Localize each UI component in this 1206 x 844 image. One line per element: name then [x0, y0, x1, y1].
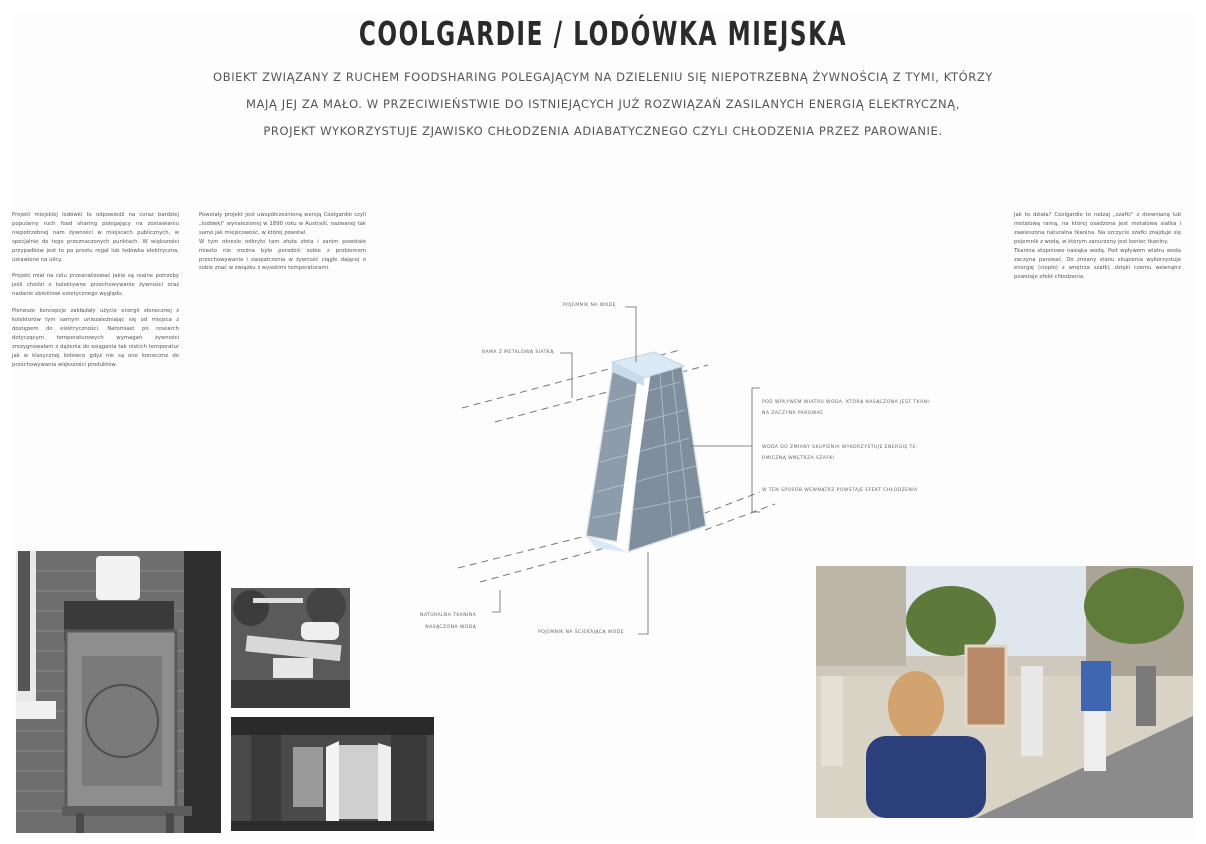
label-evaporation-2 [762, 442, 918, 464]
label-evaporation-1 [762, 397, 931, 419]
page-title: COOLGARDIE / LODÓWKA MIEJSKA [358, 14, 848, 53]
label-line: NASĄCZONA WODĄ [425, 625, 477, 630]
paragraph: Tkanina stopniowo nasiąka wodą. Pod wpływem wiatru woda zaczyna parować. Do zmiany stanu skupienia wykorzystuje energię (ciepło) z wnętrza szafki, dzięki czemu wewnątrz powstaje efekt chłodzenia. [1014, 247, 1181, 281]
label-line: RMICZNĄ WNĘTRZA SZAFKI [762, 456, 835, 461]
lead-line: PROJEKT WYKORZYSTUJE ZJAWISKO CHŁODZENIA ADIABATYCZNEGO CZYLI CHŁODZENIA PRZEZ PAROWANIE. [263, 124, 943, 138]
lead-line: OBIEKT ZWIĄZANY Z RUCHEM FOODSHARING POLEGAJĄCYM NA DZIELENIU SIĘ NIEPOTRZEBNĄ ŻYWNOŚCIĄ Z TYMI, KTÓRZY [213, 70, 993, 84]
paragraph: Powstały projekt jest uwspółcześnioną wersją Coolgardie czyli „lodówki” wynalezionej w 1890 roku w Australii, nazwanej tak samo jak miejscowość, w której powstał. [199, 212, 366, 236]
label-fabric [420, 610, 476, 634]
paragraph: Jak to działa? Coolgardie to rodzaj „szafki” z drewnianą lub metalową ramą, na której osadzona jest metalowa siatka i zawieszona naturalna tkanina. Na szczycie szafki znajduje się pojemnik z wodą, w którym zanurzony jest koniec tkaniny. [1014, 212, 1181, 245]
text-column-left [12, 211, 179, 378]
label-line: WODA DO ZMIANY SKUPIENIA WYKORZYSTUJE ENERGIĘ TE- [762, 445, 919, 450]
paragraph: Projekt miał na celu przeanalizować jakie są realne potrzeby jeśli chodzi o kolektywne przechowywanie żywności oraz nadanie obiektowi estetycznego wyglądu. [12, 273, 179, 298]
text-column-middle [199, 211, 366, 281]
label-line: NA ZACZYNA PAROWAĆ [762, 411, 824, 416]
label-water-container: POJEMNIK NA WODĘ [563, 303, 616, 308]
paragraph: Pierwsze koncepcje zakładały użycie energii słonecznej z kolektorów tym samym uniezależniając się od miejsca z dostępem do elektryczności. Natomiast po research dotyczącym temperaturowych wymagań żywności zrezygnowałam z dążenia do osiągania tak niskich temperatur jak w klasycznej lodówce gdyż nie są one konieczne do przechowywania większości produktów. [12, 308, 179, 368]
label-frame: RAMA Z METALOWĄ SIATKĄ [482, 350, 554, 355]
paragraph: W tym okresie odkryto tam złoża złota i zanim powstało miasto nie można było poradzić sobie z problemem przechowywania i zaopatrzenia w żywność ciągle dającej o sobie znać w związku z wysokimi temperaturami. [199, 238, 366, 272]
photo-garden-fridge [231, 588, 350, 708]
lead-paragraph [140, 64, 1066, 145]
label-line: NATURALNA TKANINA [420, 613, 477, 618]
lead-line: MAJĄ JEJ ZA MAŁO. W PRZECIWIEŃSTWIE DO ISTNIEJĄCYCH JUŻ ROZWIĄZAŃ ZASILANYCH ENERGIĄ ELEKTRYCZNĄ, [246, 97, 960, 111]
paragraph: Projekt miejskiej lodówki to odpowiedź na coraz bardziej popularny ruch food sharing polegający na zostawianiu niepotrzebnej nam żywności w miejscach publicznych, w specjalnie do tego przeznaczonych punktach. W większości przypadków jest to po prostu regał lub lodówka elektryczna, ustawione na ulicy. [12, 212, 179, 263]
text-column-right [1014, 211, 1181, 290]
label-line: POD WPŁYWEM WIATRU WODA, KTÓRĄ NASĄCZONA JEST TKANI- [762, 400, 932, 405]
photo-street-installation [816, 566, 1193, 818]
photo-historic-coolgardie [16, 551, 221, 833]
photo-street-fridge-open [231, 717, 434, 831]
label-cooling-effect: W TEN SPOSÓB WEWNĄTRZ POWSTAJE EFEKT CHŁODZENIA [762, 488, 918, 493]
label-drip-container: POJEMNIK NA ŚCIEKAJĄCĄ WODĘ [538, 630, 624, 635]
